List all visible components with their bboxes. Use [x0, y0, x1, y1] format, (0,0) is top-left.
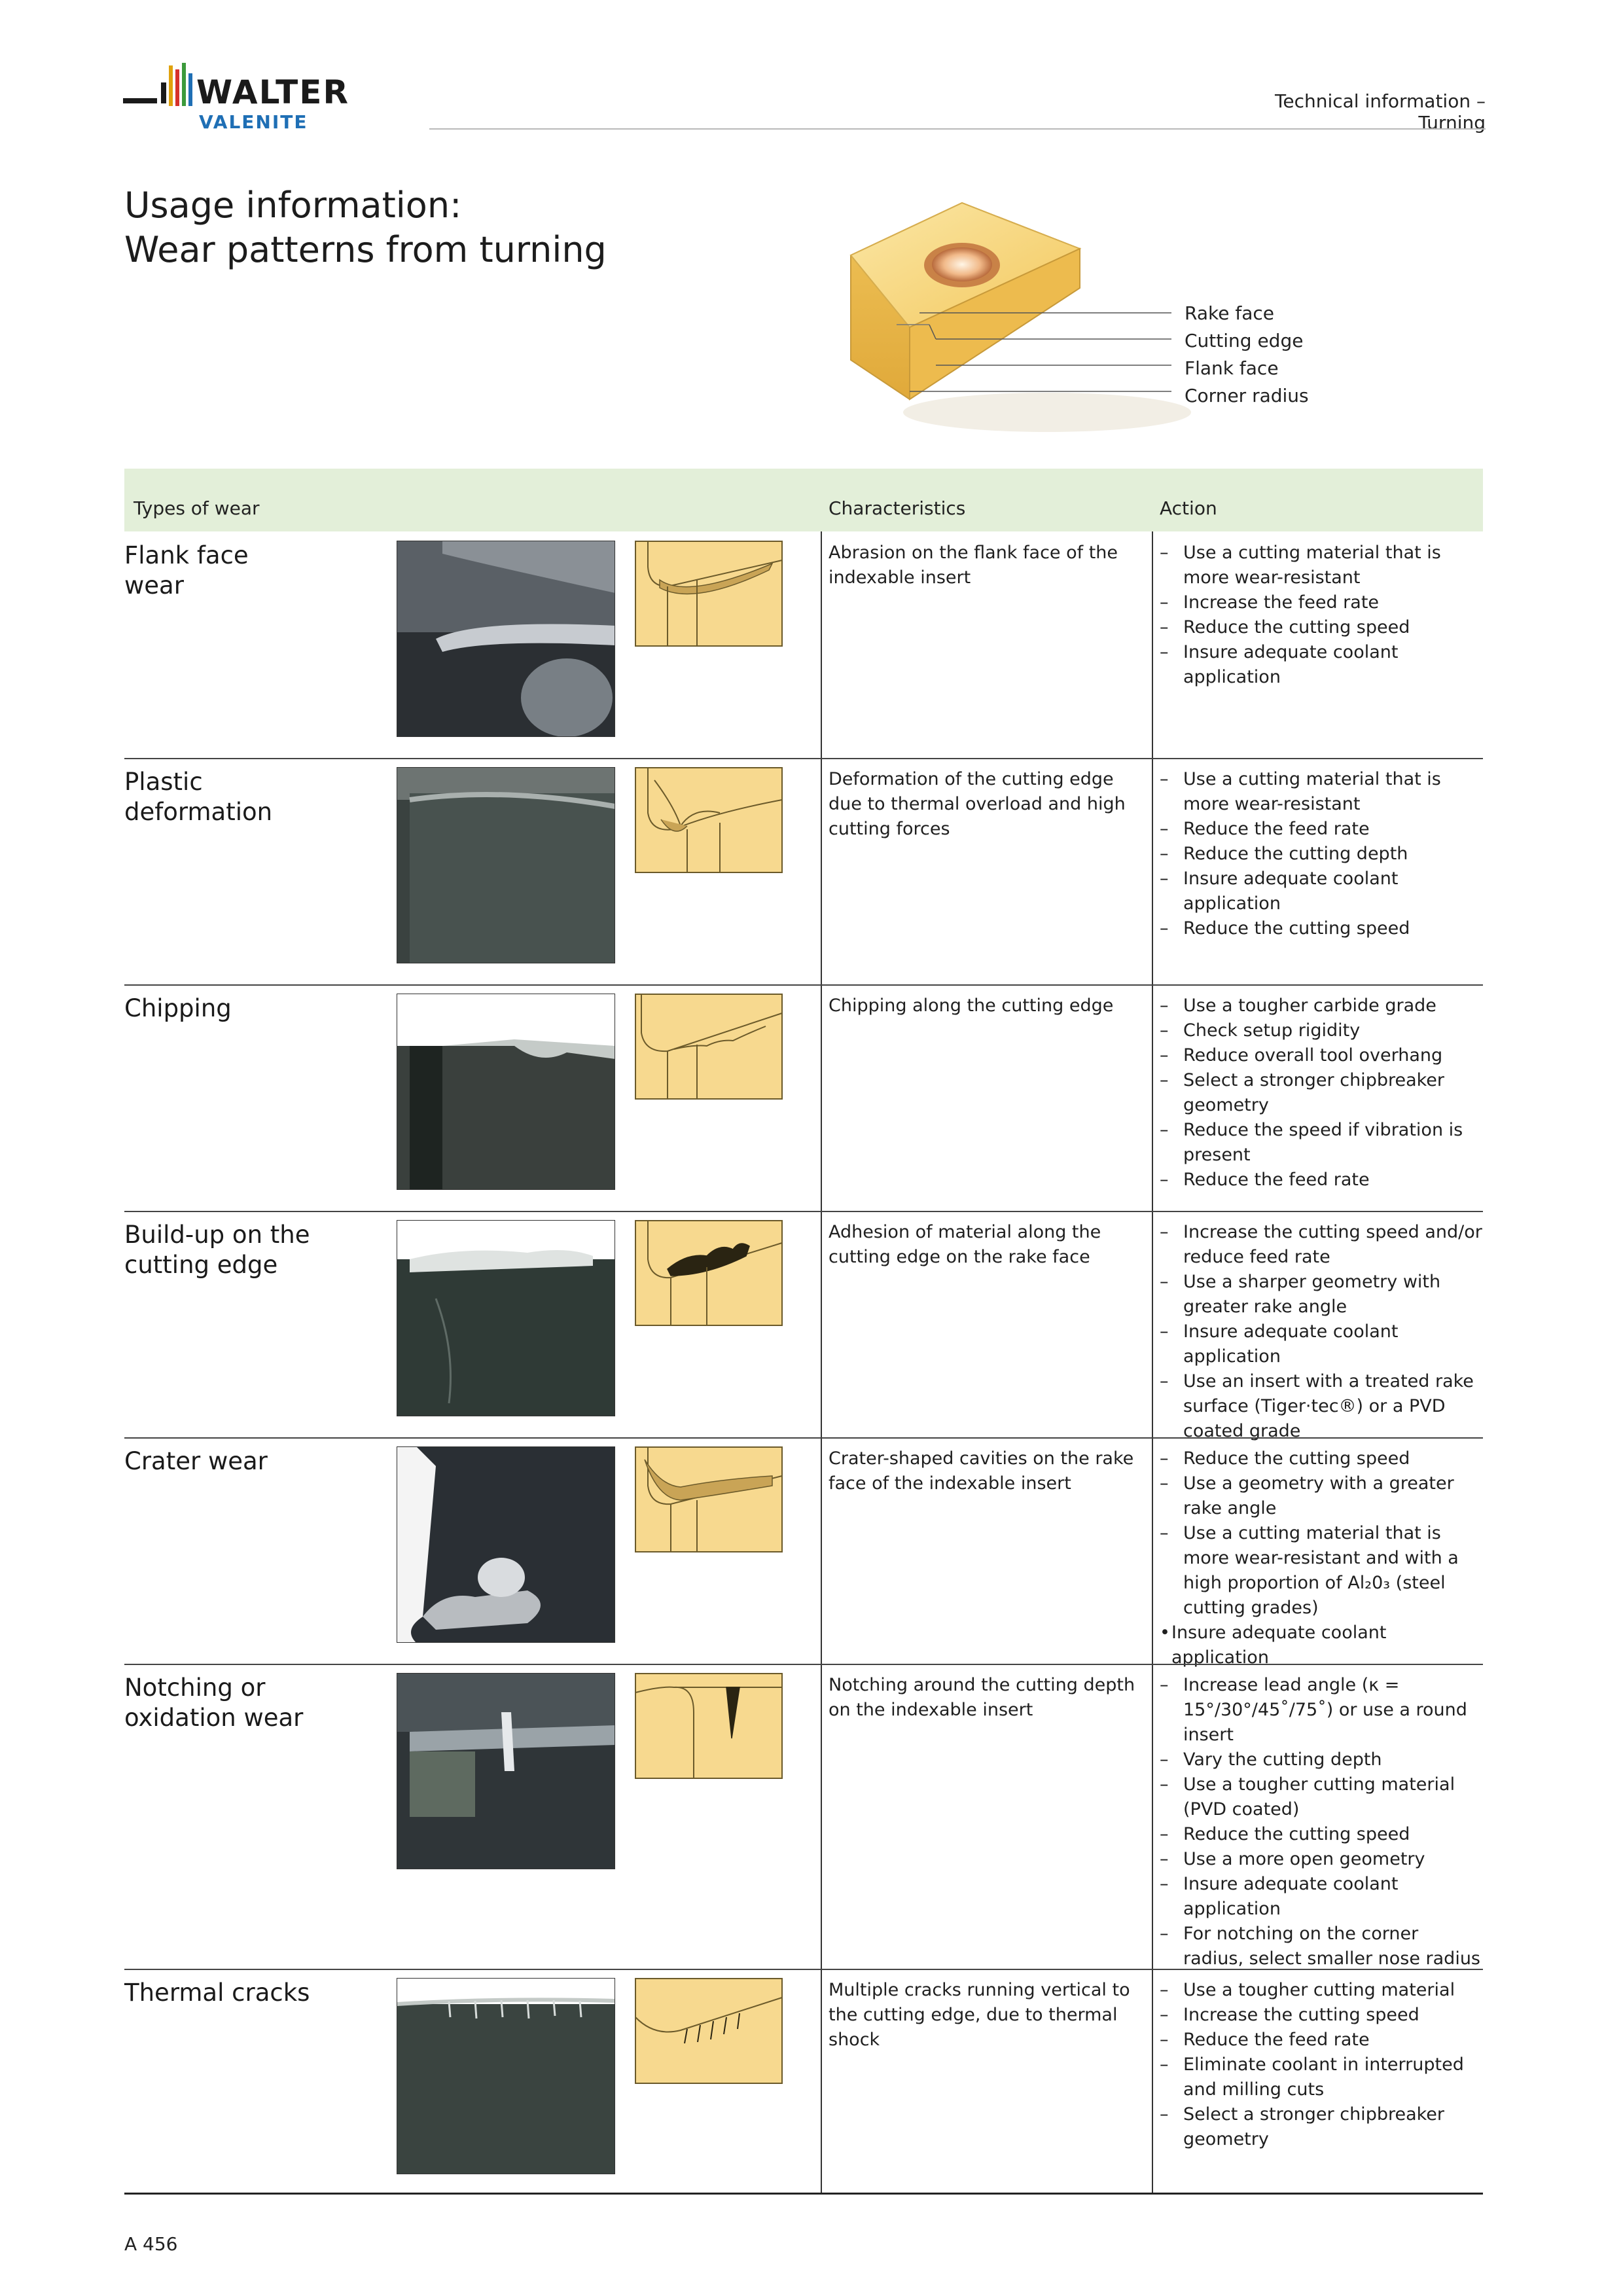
action-item: – Check setup rigidity	[1160, 1018, 1483, 1043]
action-item: – Insure adequate coolant application	[1160, 1319, 1483, 1369]
action-item: – Reduce the cutting speed	[1160, 916, 1483, 941]
characteristics-text: Crater-shaped cavities on the rake face of the indexable insert	[829, 1448, 1134, 1494]
wear-type-name	[124, 1978, 386, 2008]
action-item: – Use a more open geometry	[1160, 1847, 1483, 1872]
chipping-photo	[397, 994, 615, 1190]
wear-name-line: cutting edge	[124, 1251, 278, 1279]
action-item: – Reduce the feed rate	[1160, 817, 1483, 842]
notching-photo	[397, 1673, 615, 1869]
page-title-line-1: Usage information:	[124, 185, 462, 226]
action-item: – Reduce overall tool overhang	[1160, 1043, 1483, 1068]
action-item: – Vary the cutting depth	[1160, 1748, 1483, 1772]
label-corner-radius: Corner radius	[1185, 385, 1309, 406]
action-item: – Select a stronger chipbreaker geometry	[1160, 2102, 1483, 2152]
insert-diagram	[831, 196, 1198, 445]
action-item: – Use an insert with a treated rake surface (Tiger·tec®) or a PVD coated grade	[1160, 1369, 1483, 1444]
column-header-types: Types of wear	[134, 497, 260, 519]
action-list	[1160, 1446, 1483, 1670]
wear-type-name	[124, 994, 386, 1024]
action-item: – Reduce the feed rate	[1160, 1168, 1483, 1193]
action-item: – Use a cutting material that is more wear-resistant	[1160, 541, 1483, 590]
action-item: – Reduce the cutting speed	[1160, 1822, 1483, 1847]
action-item-bullet: • Insure adequate coolant application	[1160, 1621, 1483, 1670]
table-row-crater-wear	[124, 1437, 1483, 1668]
characteristics-text: Deformation of the cutting edge due to thermal overload and high cutting forces	[829, 769, 1126, 839]
action-item: – Reduce the cutting speed	[1160, 615, 1483, 640]
characteristics-text: Multiple cracks running vertical to the cutting edge, due to thermal shock	[829, 1980, 1130, 2050]
table-row-plastic-deformation	[124, 758, 1483, 984]
action-list	[1160, 1673, 1483, 1971]
build-up-edge-sketch	[635, 1220, 783, 1326]
characteristics-text: Notching around the cutting depth on the indexable insert	[829, 1675, 1135, 1720]
page-title-line-2: Wear patterns from turning	[124, 229, 607, 270]
table-row-flank-face-wear	[124, 531, 1483, 758]
thermal-cracks-photo	[397, 1978, 615, 2174]
chipping-sketch	[635, 994, 783, 1100]
header-divider	[429, 128, 1486, 130]
action-item: – Use a cutting material that is more wear-resistant and with a high proportion of Al₂0₃ (steel cutting grades)	[1160, 1521, 1483, 1621]
action-item: – Increase the feed rate	[1160, 590, 1483, 615]
action-item: – Use a sharper geometry with greater rake angle	[1160, 1270, 1483, 1319]
plastic-deformation-photo	[397, 767, 615, 963]
wear-name-line: Chipping	[124, 994, 232, 1022]
action-list	[1160, 1978, 1483, 2152]
page-title	[124, 183, 607, 272]
label-cutting-edge: Cutting edge	[1185, 330, 1304, 351]
action-item: – Insure adequate coolant application	[1160, 1872, 1483, 1922]
action-item: – Insure adequate coolant application	[1160, 640, 1483, 690]
wear-name-line: Crater wear	[124, 1447, 268, 1475]
wear-type-name	[124, 1220, 386, 1280]
wear-name-line: deformation	[124, 798, 273, 826]
action-list	[1160, 1220, 1483, 1444]
flank-wear-photo	[397, 541, 615, 737]
action-item: – Use a tougher carbide grade	[1160, 994, 1483, 1018]
action-item: – Reduce the cutting depth	[1160, 842, 1483, 867]
plastic-deformation-sketch	[635, 767, 783, 873]
action-item: – Use a tougher cutting material (PVD coated)	[1160, 1772, 1483, 1822]
characteristics-text: Chipping along the cutting edge	[829, 996, 1114, 1016]
characteristics-text: Abrasion on the flank face of the indexable insert	[829, 543, 1118, 588]
action-item: – For notching on the corner radius, select smaller nose radius	[1160, 1922, 1483, 1971]
wear-name-line: wear	[124, 571, 184, 600]
table-row-chipping	[124, 984, 1483, 1211]
flank-wear-sketch	[635, 541, 783, 647]
wear-name-line: Flank face	[124, 541, 249, 569]
action-item: – Increase the cutting speed	[1160, 2003, 1483, 2028]
wear-name-line: Build-up on the	[124, 1221, 310, 1249]
action-item: – Reduce the cutting speed	[1160, 1446, 1483, 1471]
action-item: – Eliminate coolant in interrupted and milling cuts	[1160, 2053, 1483, 2102]
action-list	[1160, 541, 1483, 690]
section-label: Technical information – Turning	[1275, 90, 1486, 134]
table-row-thermal-cracks	[124, 1969, 1483, 2193]
table-row-build-up-edge	[124, 1211, 1483, 1441]
logo-text-valenite: VALENITE	[199, 111, 308, 133]
table-bottom-rule	[124, 2193, 1483, 2195]
wear-name-line: Thermal cracks	[124, 1979, 310, 2007]
action-item: – Insure adequate coolant application	[1160, 867, 1483, 916]
action-list	[1160, 767, 1483, 941]
action-list	[1160, 994, 1483, 1193]
page-number: A 456	[124, 2233, 178, 2255]
table-row-notching-oxidation	[124, 1664, 1483, 1969]
crater-wear-photo	[397, 1446, 615, 1643]
characteristics-text: Adhesion of material along the cutting edge on the rake face	[829, 1222, 1101, 1267]
wear-name-line: Notching or	[124, 1674, 266, 1702]
notching-sketch	[635, 1673, 783, 1779]
wear-type-name	[124, 1446, 386, 1477]
action-item: – Use a geometry with a greater rake angle	[1160, 1471, 1483, 1521]
table-header	[124, 469, 1483, 531]
column-header-characteristics: Characteristics	[829, 497, 966, 519]
action-item: – Reduce the feed rate	[1160, 2028, 1483, 2053]
action-item: – Increase the cutting speed and/or reduce feed rate	[1160, 1220, 1483, 1270]
action-item: – Increase lead angle (κ = 15°/30°/45˚/75˚) or use a round insert	[1160, 1673, 1483, 1748]
action-item: – Use a tougher cutting material	[1160, 1978, 1483, 2003]
label-rake-face: Rake face	[1185, 302, 1274, 324]
column-header-action: Action	[1160, 497, 1217, 519]
wear-type-name	[124, 1673, 386, 1733]
wear-name-line: Plastic	[124, 768, 203, 796]
action-item: – Use a cutting material that is more wear-resistant	[1160, 767, 1483, 817]
label-flank-face: Flank face	[1185, 357, 1279, 379]
walter-valenite-logo	[123, 60, 404, 134]
wear-name-line: oxidation wear	[124, 1704, 304, 1732]
build-up-edge-photo	[397, 1220, 615, 1416]
wear-type-name	[124, 541, 386, 601]
logo-text-walter: WALTER	[196, 73, 349, 111]
thermal-cracks-sketch	[635, 1978, 783, 2084]
crater-wear-sketch	[635, 1446, 783, 1552]
wear-type-name	[124, 767, 386, 827]
action-item: – Reduce the speed if vibration is present	[1160, 1118, 1483, 1168]
action-item: – Select a stronger chipbreaker geometry	[1160, 1068, 1483, 1118]
